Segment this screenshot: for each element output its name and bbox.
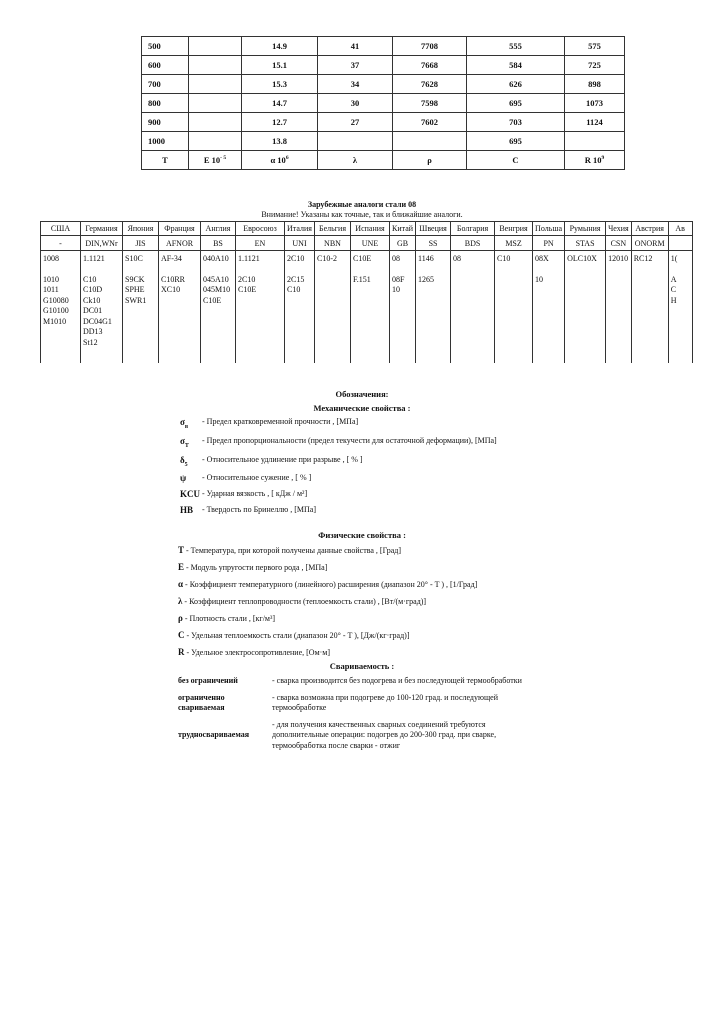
grade-item: G10100 xyxy=(43,306,69,315)
legend-text: - Предел кратковременной прочности , [МПа] xyxy=(202,417,359,426)
standard-cell: UNE xyxy=(351,236,390,251)
legend-text: - Предел пропорциональности (предел текучести для остаточной деформации), [МПа] xyxy=(202,435,497,445)
grades-cell xyxy=(236,251,285,364)
properties-cell xyxy=(189,37,242,56)
grade-item: 045M10 xyxy=(203,285,231,294)
country-header: Китай xyxy=(390,222,416,236)
properties-cell: 14.7 xyxy=(242,94,318,113)
properties-cell xyxy=(189,113,242,132)
grade-item: 1011 xyxy=(43,285,59,294)
country-header: Испания xyxy=(351,222,390,236)
legend-text: - Относительное сужение , [ % ] xyxy=(202,473,312,483)
country-header: Польша xyxy=(533,222,565,236)
grade-item: DC01 xyxy=(83,306,103,315)
standard-cell: MSZ xyxy=(495,236,533,251)
properties-cell xyxy=(565,132,625,151)
grades-row xyxy=(41,251,693,364)
properties-cell: 725 xyxy=(565,56,625,75)
properties-cell: 37 xyxy=(318,56,393,75)
standard-cell: DIN,WNr xyxy=(81,236,123,251)
grades-cell xyxy=(416,251,451,364)
properties-header-row xyxy=(142,151,625,170)
grade-item: 08 xyxy=(392,254,400,263)
country-header: Бельгия xyxy=(315,222,351,236)
analogs-note: Внимание! Указаны как точные, так и ближайшие аналоги. xyxy=(261,210,463,219)
weld-label: без ограничений xyxy=(178,676,238,686)
legend-item xyxy=(178,613,477,624)
grade-item: 040A10 xyxy=(203,254,229,263)
grade-item: C10RR xyxy=(161,274,186,284)
properties-cell xyxy=(318,132,393,151)
mechanical-legend xyxy=(180,417,552,521)
legend-item xyxy=(178,630,477,641)
grades-cell xyxy=(315,251,351,364)
properties-cell: 41 xyxy=(318,37,393,56)
grades-cell xyxy=(351,251,390,364)
legend-text: - Ударная вязкость , [ кДж / м²] xyxy=(202,489,308,499)
properties-cell: 555 xyxy=(467,37,565,56)
legend-symbol: KCU xyxy=(180,489,200,500)
analogs-title: Зарубежные аналоги стали 08 xyxy=(307,200,417,209)
standard-cell: BDS xyxy=(451,236,495,251)
grade-item: 1.1121 xyxy=(83,254,105,263)
legend-item xyxy=(178,596,477,607)
grades-cell xyxy=(123,251,159,364)
properties-row xyxy=(142,94,625,113)
properties-cell: 30 xyxy=(318,94,393,113)
properties-row xyxy=(142,56,625,75)
legend-symbol: ρ xyxy=(178,613,183,623)
properties-cell: 695 xyxy=(467,132,565,151)
properties-cell: 12.7 xyxy=(242,113,318,132)
grades-cell xyxy=(390,251,416,364)
grade-item: RC12 xyxy=(633,254,653,263)
grades-cell xyxy=(451,251,495,364)
legend-text: - Удельная теплоемкость стали (диапазон 20° - T ), [Дж/(кг·град)] xyxy=(184,631,410,640)
col-resistivity: R $10^9$ xyxy=(565,151,625,170)
properties-cell: 898 xyxy=(565,75,625,94)
country-header: Венгрия xyxy=(495,222,533,236)
legend-item xyxy=(178,545,477,556)
standard-cell: JIS xyxy=(123,236,159,251)
legend-symbol: $\sigma_в$ xyxy=(180,417,189,430)
grade-item: S10C xyxy=(125,254,143,263)
phys-title: Физические свойства : xyxy=(318,530,406,540)
legend-text: - Плотность стали , [кг/м³] xyxy=(182,614,276,623)
properties-cell: 584 xyxy=(467,56,565,75)
properties-cell: 34 xyxy=(318,75,393,94)
grade-item: 1010 xyxy=(43,274,59,284)
properties-table xyxy=(141,36,625,170)
grade-item: XC10 xyxy=(161,285,181,294)
col-modulus: E $10^{- 5}$ xyxy=(189,151,242,170)
properties-cell: 7668 xyxy=(393,56,467,75)
grade-item: M1010 xyxy=(43,316,67,326)
legend-symbol: C xyxy=(178,630,185,640)
properties-cell xyxy=(189,56,242,75)
grades-cell xyxy=(285,251,315,364)
grade-item: 08 xyxy=(453,254,462,263)
mech-title: Механические свойства : xyxy=(313,403,411,413)
grades-cell xyxy=(495,251,533,364)
standard-cell: EN xyxy=(236,236,285,251)
standard-cell: CSN xyxy=(606,236,632,251)
grade-item: C10E xyxy=(238,285,257,294)
standard-cell: SS xyxy=(416,236,451,251)
weld-item xyxy=(178,693,532,714)
grade-item: C10-2 xyxy=(317,254,337,263)
properties-cell: 1073 xyxy=(565,94,625,113)
grades-cell xyxy=(606,251,632,364)
analogs-table xyxy=(40,221,693,363)
weld-item xyxy=(178,676,532,687)
grade-item: C10 xyxy=(287,285,301,294)
properties-cell: 14.9 xyxy=(242,37,318,56)
col-temperature: T xyxy=(142,151,189,170)
properties-cell: 7628 xyxy=(393,75,467,94)
col-heat-capacity: C xyxy=(467,151,565,170)
properties-cell: 13.8 xyxy=(242,132,318,151)
weld-item xyxy=(178,720,532,752)
country-header: Италия xyxy=(285,222,315,236)
standard-cell: GB xyxy=(390,236,416,251)
grade-item: C10 xyxy=(497,254,511,263)
country-header: Румыния xyxy=(565,222,606,236)
standard-cell xyxy=(668,236,692,251)
legend-text: - Коэффициент температурного (линейного) расширения (диапазон 20° - T ) , [1/Град] xyxy=(183,580,478,589)
legend-item xyxy=(180,505,552,515)
grade-item: 2C10 xyxy=(238,274,256,284)
grades-cell xyxy=(631,251,668,364)
properties-cell: 800 xyxy=(142,94,189,113)
legend-text: - Коэффициент теплопроводности (теплоемкость стали) , [Вт/(м·град)] xyxy=(182,597,427,606)
grade-item: A xyxy=(670,274,677,284)
col-alpha: α $10^6$ xyxy=(242,151,318,170)
legend-item xyxy=(178,647,477,658)
country-header: Ав xyxy=(668,222,692,236)
grade-item: C xyxy=(670,285,677,294)
country-header: Чехия xyxy=(606,222,632,236)
grade-item: G10080 xyxy=(43,295,69,305)
properties-row xyxy=(142,37,625,56)
standards-row xyxy=(41,236,693,251)
properties-cell xyxy=(189,132,242,151)
grade-item: C10E xyxy=(353,254,372,263)
properties-cell xyxy=(189,94,242,113)
physical-legend xyxy=(178,545,477,664)
grade-item: C10 xyxy=(83,274,97,284)
legend-text: - Модуль упругости первого рода , [МПа] xyxy=(184,563,328,572)
standard-cell: BS xyxy=(201,236,236,251)
country-header: Болгария xyxy=(451,222,495,236)
legend-text: - Удельное электросопротивление, [Ом·м] xyxy=(184,648,331,657)
standard-cell: STAS xyxy=(565,236,606,251)
legend-symbol: ψ xyxy=(180,473,187,484)
properties-cell: 27 xyxy=(318,113,393,132)
legend-item xyxy=(180,455,552,468)
grade-item: 2C15 xyxy=(287,274,305,284)
legend-symbol: R xyxy=(178,647,185,657)
properties-cell: 15.3 xyxy=(242,75,318,94)
properties-cell: 7598 xyxy=(393,94,467,113)
legend-symbol: $\sigma_T$ xyxy=(180,435,189,449)
grade-item: 08F xyxy=(392,274,405,284)
grade-item: 1.1121 xyxy=(238,254,260,263)
grade-item: AF-34 xyxy=(161,254,182,263)
grade-item: SWR1 xyxy=(125,295,147,305)
standard-cell: - xyxy=(41,236,81,251)
grades-cell xyxy=(41,251,81,364)
grades-cell xyxy=(201,251,236,364)
country-header: США xyxy=(41,222,81,236)
grade-item: F.151 xyxy=(353,274,371,284)
grade-item: 10 xyxy=(392,285,400,294)
grades-cell xyxy=(159,251,201,364)
grade-item: SPHE xyxy=(125,285,145,294)
grade-item: Ck10 xyxy=(83,295,101,305)
grade-item: 2C10 xyxy=(287,254,305,263)
analogs-heading xyxy=(0,200,724,220)
grade-item: S9CK xyxy=(125,274,145,284)
legend-text: - Температура, при которой получены данные свойства , [Град] xyxy=(184,546,402,555)
properties-cell: 703 xyxy=(467,113,565,132)
grade-item: 1( xyxy=(670,254,678,263)
grades-cell xyxy=(668,251,692,364)
weld-description: - сварка возможна при подогреве до 100-120 град. и последующей термообработке xyxy=(272,692,498,712)
properties-cell: 500 xyxy=(142,37,189,56)
grade-item: H xyxy=(670,295,677,305)
grade-item: 1146 xyxy=(418,254,434,263)
properties-cell: 900 xyxy=(142,113,189,132)
country-header: Швеция xyxy=(416,222,451,236)
properties-cell: 600 xyxy=(142,56,189,75)
legend-symbol: α xyxy=(178,579,184,589)
weld-label: трудносвариваемая xyxy=(178,730,250,740)
properties-cell xyxy=(189,75,242,94)
properties-cell xyxy=(393,132,467,151)
country-header: Англия xyxy=(201,222,236,236)
weld-description: - сварка производится без подогрева и без последующей термообработки xyxy=(272,676,522,685)
grade-item: 1265 xyxy=(418,274,435,284)
properties-cell: 7602 xyxy=(393,113,467,132)
legend-item xyxy=(178,579,477,590)
grade-item: C10E xyxy=(203,295,222,305)
standard-cell: UNI xyxy=(285,236,315,251)
legend-symbol: T xyxy=(178,545,185,555)
col-lambda: λ xyxy=(318,151,393,170)
properties-cell: 700 xyxy=(142,75,189,94)
grade-item: 1008 xyxy=(43,254,59,263)
grades-cell xyxy=(565,251,606,364)
properties-cell: 575 xyxy=(565,37,625,56)
country-header: Австрия xyxy=(631,222,668,236)
legend-item xyxy=(178,562,477,573)
properties-row xyxy=(142,113,625,132)
weldability-legend xyxy=(178,676,532,757)
legend-symbol: HB xyxy=(180,505,194,516)
country-header: Франция xyxy=(159,222,201,236)
properties-cell: 1000 xyxy=(142,132,189,151)
properties-cell: 15.1 xyxy=(242,56,318,75)
grade-item: DD13 xyxy=(83,327,103,336)
legend-item xyxy=(180,473,552,483)
grade-item: 08X xyxy=(535,254,549,263)
countries-row xyxy=(41,222,693,236)
weld-title: Свариваемость : xyxy=(329,661,395,671)
grade-item: C10D xyxy=(83,285,103,294)
grade-item: 045A10 xyxy=(203,274,229,284)
standard-cell: AFNOR xyxy=(159,236,201,251)
properties-row xyxy=(142,132,625,151)
grades-cell xyxy=(81,251,123,364)
legend-item xyxy=(180,436,552,449)
grade-item: DC04G1 xyxy=(83,316,112,326)
grades-cell xyxy=(533,251,565,364)
legend-symbol: E xyxy=(178,562,185,572)
standard-cell: ONORM xyxy=(631,236,668,251)
properties-row xyxy=(142,75,625,94)
grade-item: St12 xyxy=(83,337,98,347)
properties-cell: 7708 xyxy=(393,37,467,56)
legend-symbol: $\delta_5$ xyxy=(180,454,188,468)
properties-cell: 1124 xyxy=(565,113,625,132)
country-header: Германия xyxy=(81,222,123,236)
properties-cell: 626 xyxy=(467,75,565,94)
legend-symbol: λ xyxy=(178,596,183,606)
col-rho: ρ xyxy=(393,151,467,170)
grade-item: OLC10X xyxy=(567,254,597,263)
weld-description: - для получения качественных сварных соединений требуются дополнительные операции: подогрев до 200-300 град. при сварке, термообработка после сварки - отжиг xyxy=(272,719,497,750)
legend-text: - Твердость по Бринеллю , [МПа] xyxy=(202,505,317,515)
legend-title: Обозначения: xyxy=(335,389,389,399)
legend-item xyxy=(180,489,552,499)
standard-cell: PN xyxy=(533,236,565,251)
properties-cell: 695 xyxy=(467,94,565,113)
weld-label: ограниченно свариваемая xyxy=(178,693,225,712)
country-header: Евросоюз xyxy=(236,222,285,236)
grade-item: 10 xyxy=(535,274,544,284)
country-header: Япония xyxy=(123,222,159,236)
legend-text: - Относительное удлинение при разрыве , [ % ] xyxy=(202,454,363,464)
standard-cell: NBN xyxy=(315,236,351,251)
legend-item xyxy=(180,417,552,430)
analogs-table-wrapper xyxy=(40,221,724,363)
grade-item: 12010 xyxy=(608,254,629,263)
